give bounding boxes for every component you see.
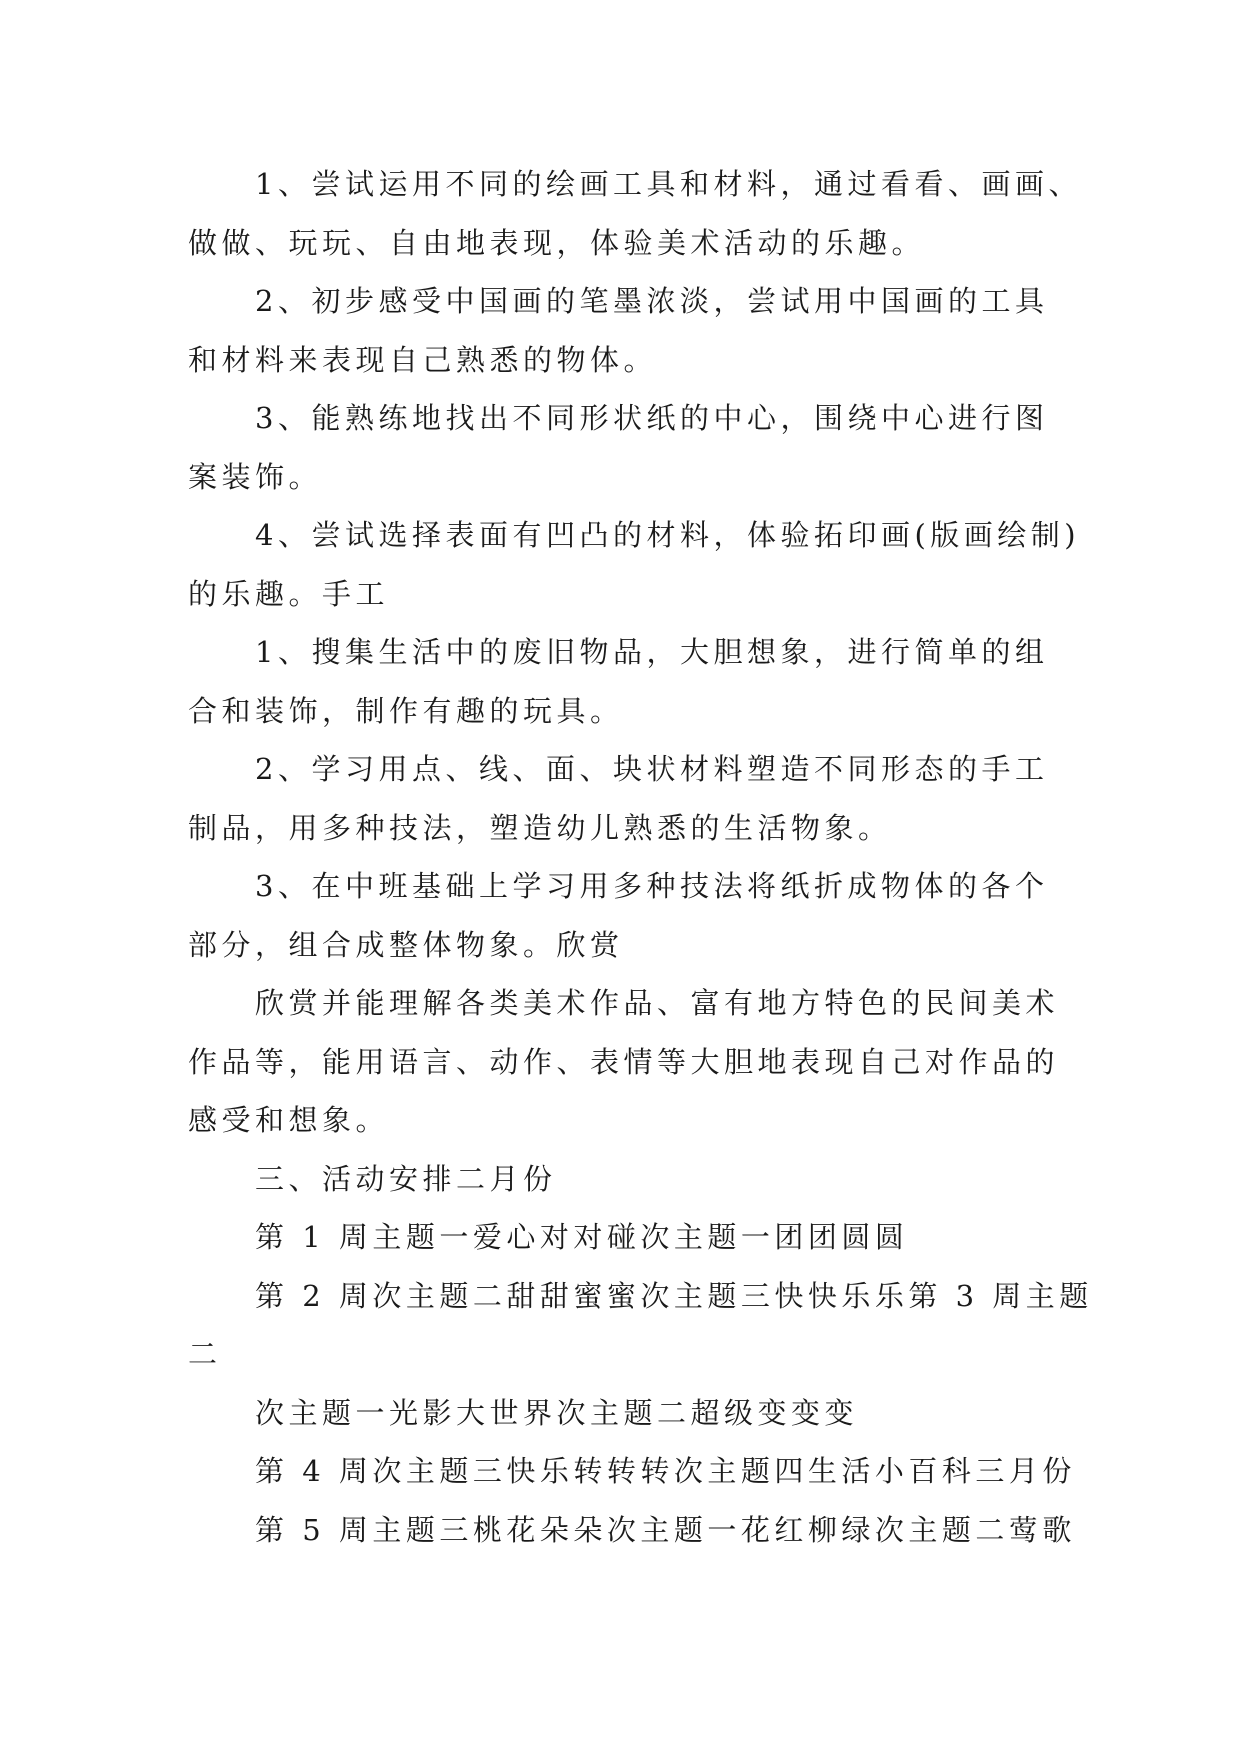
text-line: 次主题一光影大世界次主题二超级变变变: [255, 1395, 859, 1430]
text-line: 第 2 周次主题二甜甜蜜蜜次主题三快快乐乐第 3 周主题: [255, 1278, 1093, 1313]
text-line: 二: [188, 1337, 222, 1371]
text-line: 3、在中班基础上学习用多种技法将纸折成物体的各个: [255, 869, 1049, 903]
text-line: 第 1 周主题一爱心对对碰次主题一团团圆圆: [255, 1220, 909, 1254]
text-line: 部分，组合成整体物象。欣赏: [188, 927, 624, 962]
text-line: 作品等，能用语言、动作、表情等大胆地表现自己对作品的: [188, 1044, 1060, 1079]
text-line: 做做、玩玩、自由地表现，体验美术活动的乐趣。: [188, 225, 926, 260]
text-line: 第 4 周次主题三快乐转转转次主题四生活小百科三月份: [255, 1454, 1076, 1488]
text-line: 欣赏并能理解各类美术作品、富有地方特色的民间美术: [255, 986, 1060, 1020]
text-line: 和材料来表现自己熟悉的物体。: [188, 342, 658, 377]
text-line: 案装饰。: [188, 459, 323, 494]
text-line: 合和装饰，制作有趣的玩具。: [188, 693, 624, 728]
text-line: 感受和想象。: [188, 1103, 390, 1137]
text-line: 2、学习用点、线、面、块状材料塑造不同形态的手工: [255, 752, 1049, 786]
text-line: 2、初步感受中国画的笔墨浓淡，尝试用中国画的工具: [255, 284, 1049, 318]
text-line: 3、能熟练地找出不同形状纸的中心，围绕中心进行图: [255, 401, 1049, 435]
text-line: 1、尝试运用不同的绘画工具和材料，通过看看、画画、: [255, 167, 1082, 201]
document-body: [188, 155, 1093, 1559]
text-line: 4、尝试选择表面有凹凸的材料，体验拓印画(版画绘制): [255, 518, 1081, 552]
text-line: 三、活动安排二月份: [255, 1161, 557, 1196]
text-line: 1、搜集生活中的废旧物品，大胆想象，进行简单的组: [255, 635, 1049, 669]
text-line: 的乐趣。手工: [188, 576, 390, 611]
text-line: 制品，用多种技法，塑造幼儿熟悉的生活物象。: [188, 810, 892, 845]
text-line: 第 5 周主题三桃花朵朵次主题一花红柳绿次主题二莺歌: [255, 1512, 1076, 1547]
